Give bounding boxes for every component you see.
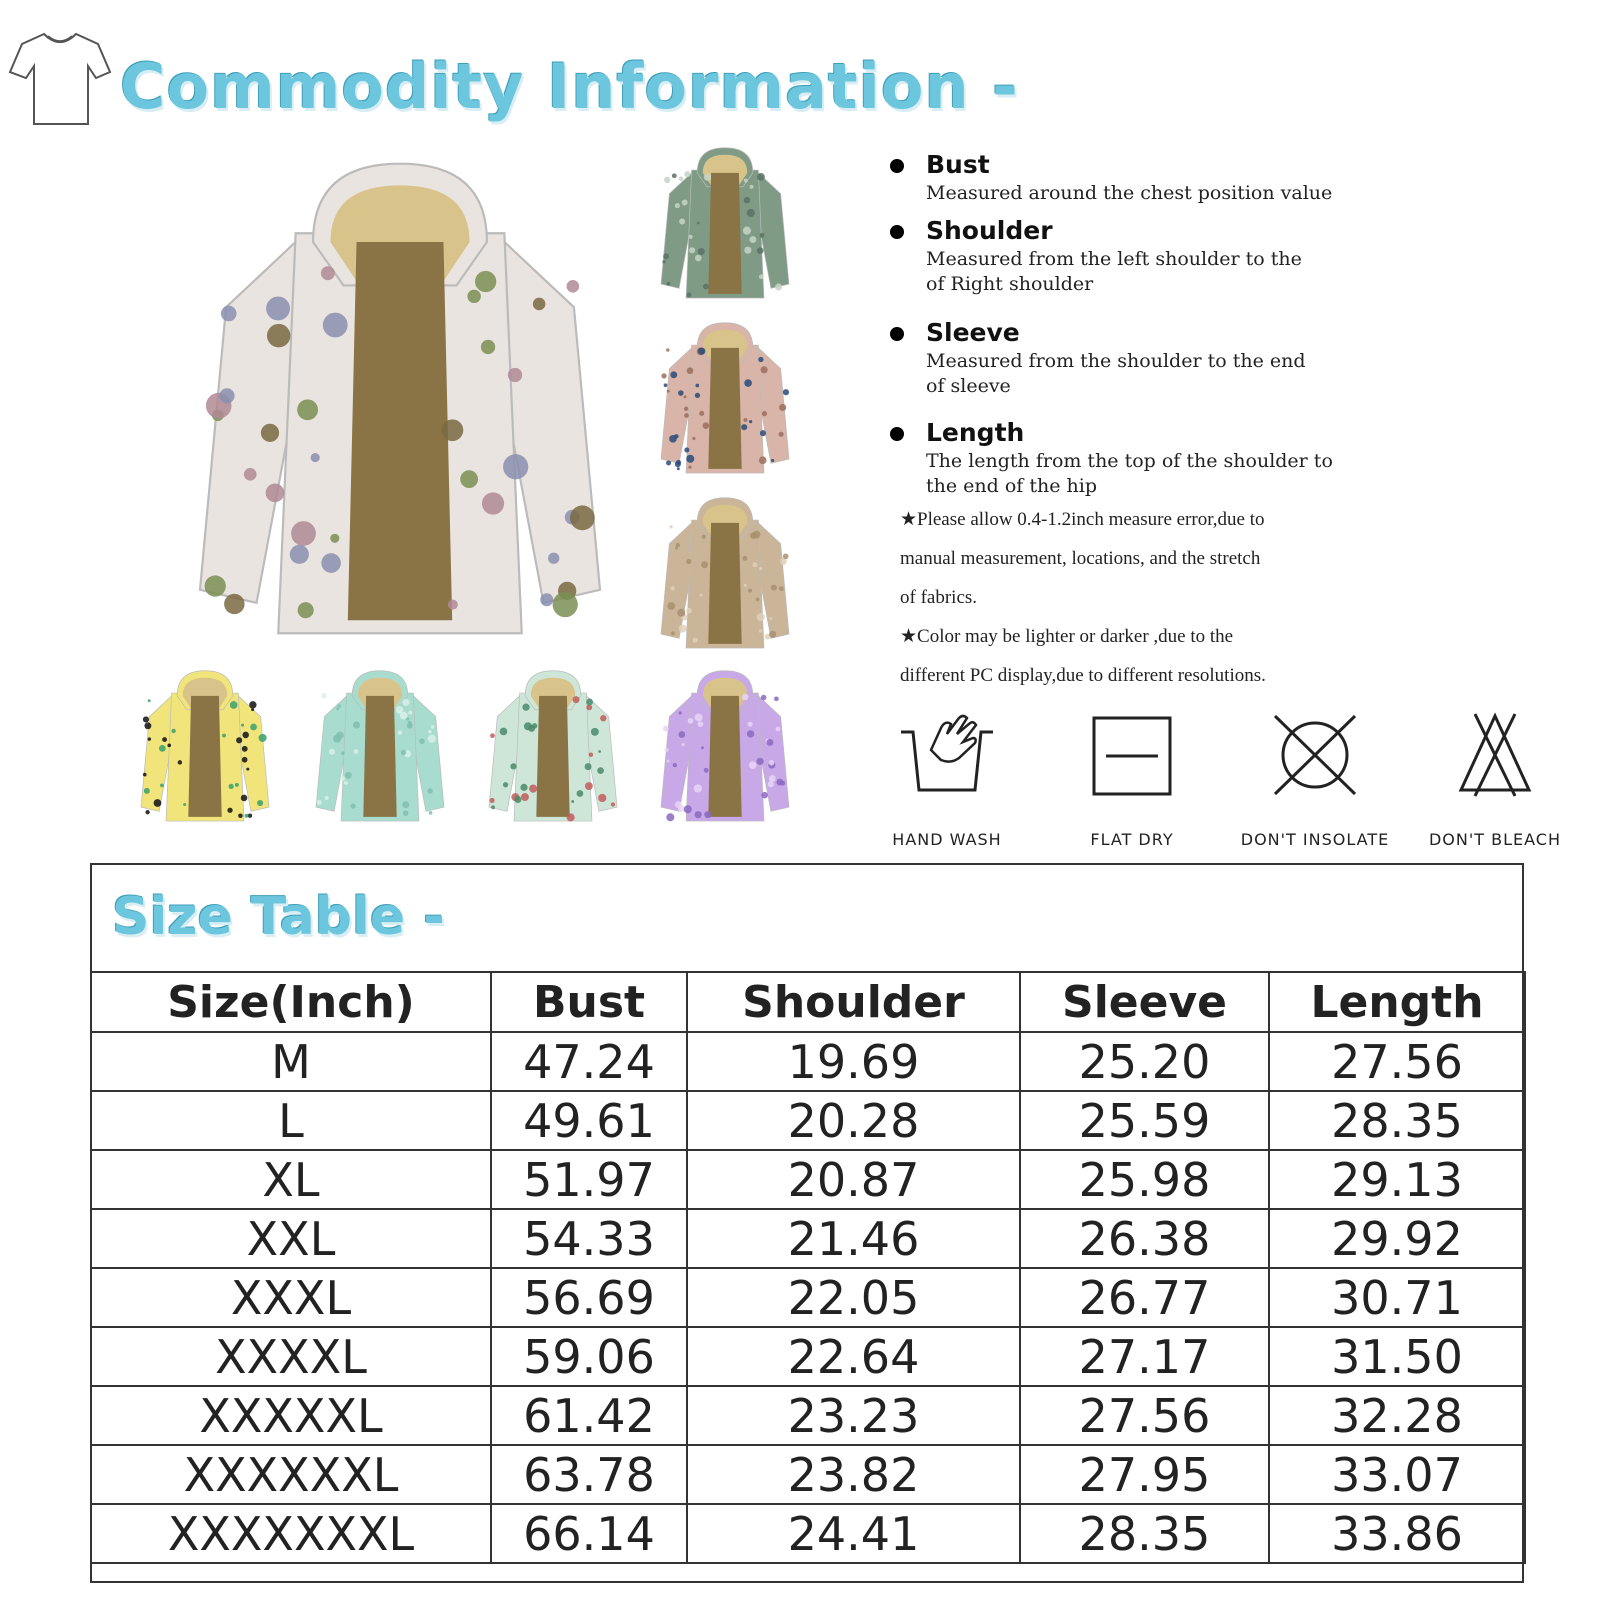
sleeve-cell: 26.38	[1020, 1209, 1269, 1268]
page-title: Commodity Information -	[120, 50, 1019, 123]
size-cell: XXXXXXXL	[91, 1504, 491, 1563]
dont-insolate-icon	[1265, 710, 1365, 800]
measure-length	[890, 418, 1333, 499]
care-label: DON'T BLEACH	[1428, 830, 1561, 849]
bust-cell: 63.78	[491, 1445, 687, 1504]
table-row	[91, 1209, 1525, 1268]
table-row	[91, 1327, 1525, 1386]
size-cell: XXXL	[91, 1268, 491, 1327]
column-header: Length	[1269, 972, 1525, 1032]
variant-image-hummingbird	[483, 668, 623, 828]
column-header: Size(Inch)	[91, 972, 491, 1032]
bust-cell: 66.14	[491, 1504, 687, 1563]
shoulder-cell: 22.64	[687, 1327, 1020, 1386]
shoulder-cell: 24.41	[687, 1504, 1020, 1563]
note-line: ★Please allow 0.4-1.2inch measure error,due to	[900, 509, 1265, 530]
bust-cell: 49.61	[491, 1091, 687, 1150]
size-cell: XXXXXL	[91, 1386, 491, 1445]
care-hand-wash	[862, 710, 1032, 849]
column-header: Shoulder	[687, 972, 1020, 1032]
table-row	[91, 1150, 1525, 1209]
measure-shoulder-title: Shoulder	[890, 216, 1302, 245]
sleeve-cell: 25.59	[1020, 1091, 1269, 1150]
size-cell: XL	[91, 1150, 491, 1209]
note-line: ★Color may be lighter or darker ,due to the	[900, 626, 1234, 647]
measure-bust	[890, 150, 1332, 206]
measure-bust-desc: Measured around the chest position value	[926, 182, 1333, 204]
bust-cell: 61.42	[491, 1386, 687, 1445]
bust-cell: 54.33	[491, 1209, 687, 1268]
table-row	[91, 1445, 1525, 1504]
variant-image-tropical	[135, 668, 275, 828]
sleeve-cell: 27.95	[1020, 1445, 1269, 1504]
size-table	[90, 971, 1526, 1564]
hand-wash-icon	[897, 710, 997, 800]
measure-sleeve-desc: Measured from the shoulder to the end of sleeve	[926, 350, 1306, 397]
table-row	[91, 1268, 1525, 1327]
bust-cell: 56.69	[491, 1268, 687, 1327]
variant-image-rose	[655, 320, 795, 480]
flat-dry-icon	[1082, 710, 1182, 800]
size-table-header-row	[91, 972, 1525, 1032]
column-header: Sleeve	[1020, 972, 1269, 1032]
length-cell: 27.56	[1269, 1032, 1525, 1091]
shoulder-cell: 23.82	[687, 1445, 1020, 1504]
measure-shoulder	[890, 216, 1302, 297]
length-cell: 31.50	[1269, 1327, 1525, 1386]
sleeve-cell: 28.35	[1020, 1504, 1269, 1563]
size-cell: L	[91, 1091, 491, 1150]
length-cell: 29.13	[1269, 1150, 1525, 1209]
length-cell: 28.35	[1269, 1091, 1525, 1150]
care-label: FLAT DRY	[1090, 830, 1174, 849]
variant-image-green	[655, 145, 795, 305]
size-cell: XXL	[91, 1209, 491, 1268]
note-line: manual measurement, locations, and the stretch	[900, 548, 1261, 569]
shoulder-cell: 23.23	[687, 1386, 1020, 1445]
note-line: different PC display,due to different resolutions.	[900, 665, 1266, 686]
shoulder-cell: 20.28	[687, 1091, 1020, 1150]
size-table-title: Size Table -	[112, 887, 445, 947]
table-row	[91, 1386, 1525, 1445]
length-cell: 30.71	[1269, 1268, 1525, 1327]
size-cell: M	[91, 1032, 491, 1091]
shoulder-cell: 21.46	[687, 1209, 1020, 1268]
sleeve-cell: 26.77	[1020, 1268, 1269, 1327]
shoulder-cell: 19.69	[687, 1032, 1020, 1091]
care-label: HAND WASH	[892, 830, 1002, 849]
length-cell: 32.28	[1269, 1386, 1525, 1445]
variant-image-mint	[310, 668, 450, 828]
sleeve-cell: 27.17	[1020, 1327, 1269, 1386]
dont-bleach-icon	[1445, 710, 1545, 800]
shoulder-cell: 20.87	[687, 1150, 1020, 1209]
care-flat-dry	[1047, 710, 1217, 849]
tshirt-outline-icon	[8, 28, 112, 128]
table-row	[91, 1504, 1525, 1563]
table-row	[91, 1032, 1525, 1091]
care-dont-bleach	[1410, 710, 1580, 849]
variant-image-tan	[655, 495, 795, 655]
sleeve-cell: 27.56	[1020, 1386, 1269, 1445]
column-header: Bust	[491, 972, 687, 1032]
measure-sleeve	[890, 318, 1306, 399]
variant-image-lavender	[655, 668, 795, 828]
main-product-image	[180, 155, 620, 655]
table-row	[91, 1091, 1525, 1150]
measure-sleeve-title: Sleeve	[890, 318, 1306, 347]
bust-cell: 59.06	[491, 1327, 687, 1386]
measure-length-desc: The length from the top of the shoulder to the end of the hip	[926, 450, 1333, 497]
size-cell: XXXXL	[91, 1327, 491, 1386]
note-line: of fabrics.	[900, 587, 978, 608]
measure-length-title: Length	[890, 418, 1333, 447]
measurement-notes	[900, 500, 1360, 695]
length-cell: 29.92	[1269, 1209, 1525, 1268]
size-table-section	[90, 863, 1524, 1583]
length-cell: 33.07	[1269, 1445, 1525, 1504]
sleeve-cell: 25.98	[1020, 1150, 1269, 1209]
length-cell: 33.86	[1269, 1504, 1525, 1563]
care-dont-insolate	[1230, 710, 1400, 849]
sleeve-cell: 25.20	[1020, 1032, 1269, 1091]
measure-bust-title: Bust	[890, 150, 1332, 179]
measure-shoulder-desc: Measured from the left shoulder to the of Right shoulder	[926, 248, 1302, 295]
bust-cell: 51.97	[491, 1150, 687, 1209]
care-label: DON'T INSOLATE	[1240, 830, 1390, 849]
bust-cell: 47.24	[491, 1032, 687, 1091]
size-cell: XXXXXXL	[91, 1445, 491, 1504]
shoulder-cell: 22.05	[687, 1268, 1020, 1327]
